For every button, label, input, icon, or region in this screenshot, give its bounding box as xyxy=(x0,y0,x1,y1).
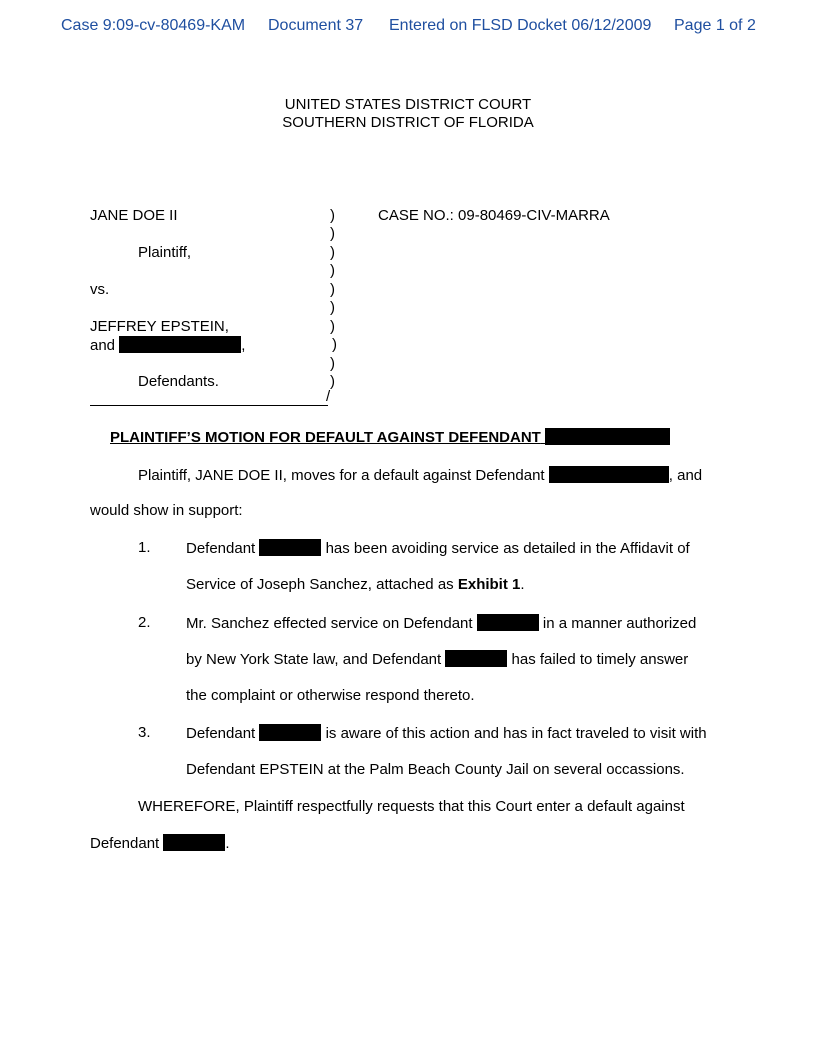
item-number: 2. xyxy=(138,614,151,631)
item-text: Mr. Sanchez effected service on Defendant xyxy=(186,615,473,632)
final-text: Defendant xyxy=(90,835,160,852)
item-text: in a manner authorized xyxy=(542,615,697,632)
caption-paren: ) xyxy=(330,318,335,335)
item-number: 3. xyxy=(138,724,151,741)
header-document-number: Document 37 xyxy=(268,17,364,34)
intro-text-end: , and xyxy=(668,467,703,484)
caption-paren: ) xyxy=(330,207,335,224)
item2-line-3: the complaint or otherwise respond thereto. xyxy=(186,687,475,704)
caption-paren: ) xyxy=(330,373,335,390)
item-text: has been avoiding service as detailed in the Affidavit of xyxy=(325,540,690,557)
intro-line-2: would show in support: xyxy=(90,502,243,519)
header-page-number: Page 1 of 2 xyxy=(674,17,756,34)
caption-defendants-role: Defendants. xyxy=(138,373,219,390)
intro-line-1 xyxy=(138,466,702,484)
caption-paren: ) xyxy=(330,355,335,372)
wherefore-line: WHEREFORE, Plaintiff respectfully requests that this Court enter a default against xyxy=(138,798,685,815)
intro-text: Plaintiff, JANE DOE II, moves for a default against Defendant xyxy=(138,467,545,484)
caption-paren: ) xyxy=(330,299,335,316)
item-text: Service of Joseph Sanchez, attached as xyxy=(186,576,454,593)
docket-header xyxy=(0,17,816,39)
redaction-box xyxy=(549,466,669,483)
exhibit-reference: Exhibit 1 xyxy=(457,576,521,593)
redaction-box xyxy=(477,614,539,631)
item-number: 1. xyxy=(138,539,151,556)
final-text-end: . xyxy=(225,835,230,852)
item3-line-1 xyxy=(186,724,707,742)
redaction-box xyxy=(445,650,507,667)
caption-slash: / xyxy=(326,388,331,405)
court-name: UNITED STATES DISTRICT COURT xyxy=(284,96,532,113)
item1-line-2 xyxy=(186,576,525,593)
caption-underline xyxy=(90,405,328,406)
caption-paren: ) xyxy=(330,281,335,298)
caption-paren: ) xyxy=(330,225,335,242)
caption-paren: ) xyxy=(332,336,337,353)
redaction-box xyxy=(259,724,321,741)
court-heading xyxy=(0,96,816,132)
item-text: by New York State law, and Defendant xyxy=(186,651,442,668)
item-text: has failed to timely answer xyxy=(511,651,689,668)
final-line xyxy=(90,834,230,852)
item2-line-1 xyxy=(186,614,696,632)
item3-line-2: Defendant EPSTEIN at the Palm Beach County Jail on several occassions. xyxy=(186,761,685,778)
caption-plaintiff: JANE DOE II xyxy=(90,207,178,224)
redaction-box xyxy=(545,428,670,445)
motion-title-text: PLAINTIFF’S MOTION FOR DEFAULT AGAINST DEFENDANT xyxy=(110,429,541,446)
caption-paren: ) xyxy=(330,262,335,279)
item-text: Defendant xyxy=(186,540,256,557)
redaction-box xyxy=(119,336,241,353)
item-text: Defendant xyxy=(186,725,256,742)
caption-paren: ) xyxy=(330,244,335,261)
caption-defendant-epstein: JEFFREY EPSTEIN, xyxy=(90,318,229,335)
case-number: CASE NO.: 09-80469-CIV-MARRA xyxy=(378,207,610,224)
header-case-number: Case 9:09-cv-80469-KAM xyxy=(61,17,246,34)
caption-plaintiff-role: Plaintiff, xyxy=(138,244,192,261)
item-text: is aware of this action and has in fact traveled to visit with xyxy=(325,725,707,742)
court-district: SOUTHERN DISTRICT OF FLORIDA xyxy=(282,114,534,131)
caption-vs: vs. xyxy=(90,281,110,298)
item2-line-2 xyxy=(186,650,688,668)
caption-and-defendant xyxy=(90,336,245,354)
item-text-end: . xyxy=(520,576,525,593)
redaction-box xyxy=(163,834,225,851)
item1-line-1 xyxy=(186,539,690,557)
caption-and-comma: , xyxy=(241,337,246,354)
caption-and-label: and xyxy=(90,337,116,354)
motion-title xyxy=(110,428,670,446)
redaction-box xyxy=(259,539,321,556)
header-entered-date: Entered on FLSD Docket 06/12/2009 xyxy=(389,17,652,34)
